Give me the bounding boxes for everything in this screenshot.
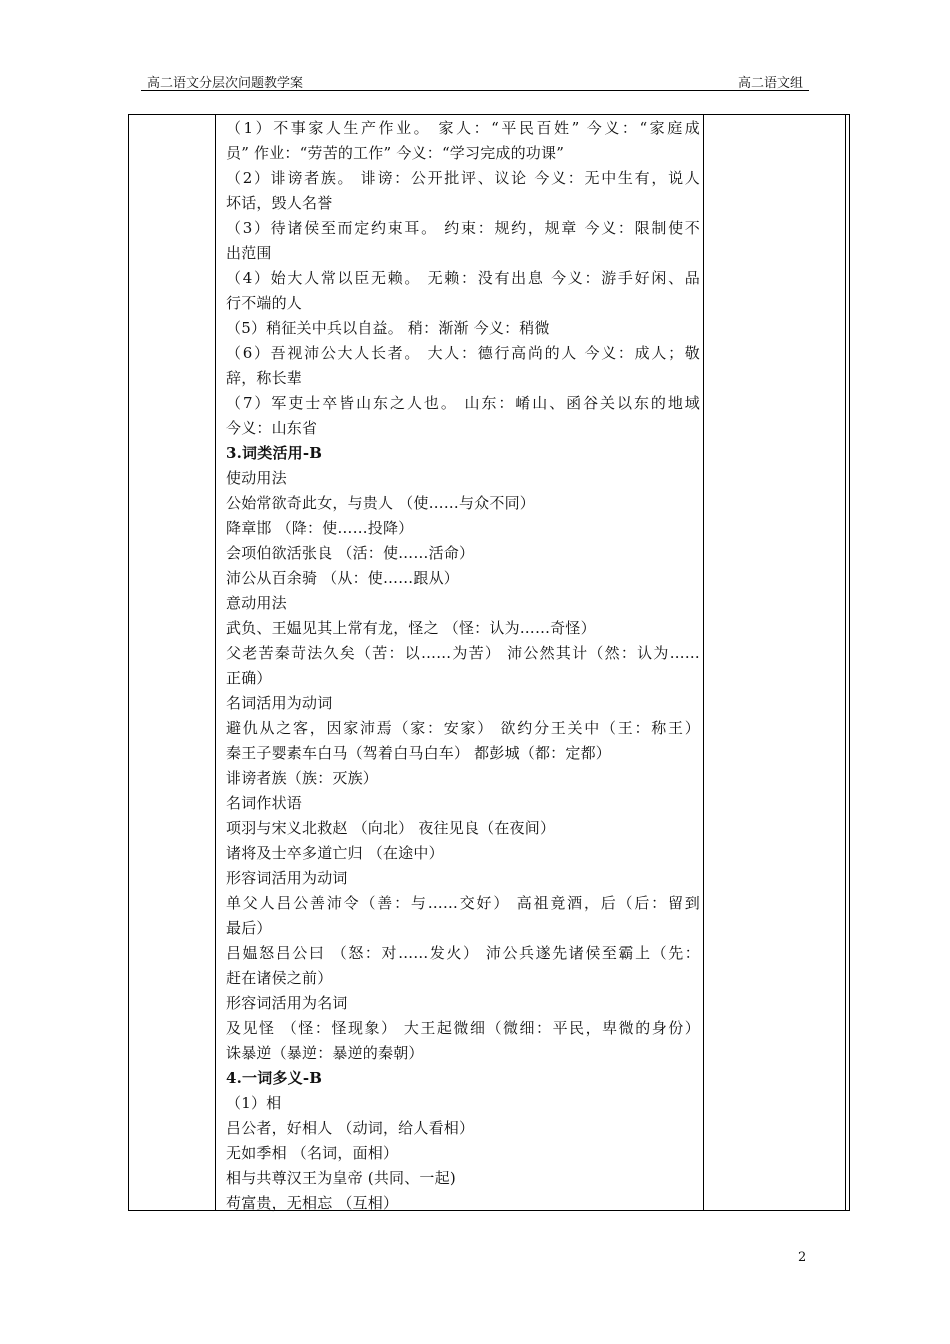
content-line: （2）诽谤者族。 诽谤：公开批评、议论 今义：无中生有，说人 xyxy=(226,169,700,187)
content-line: 使动用法 xyxy=(226,469,287,487)
page-number: 2 xyxy=(798,1250,807,1265)
lesson-content xyxy=(226,116,700,1216)
content-line: 沛公从百余骑 （从：使……跟从） xyxy=(226,569,459,587)
content-line: （3）待诸侯至而定约束耳。 约束：规约，规章 今义：限制使不 xyxy=(226,219,700,237)
header-title-left: 高二语文分层次问题教学案 xyxy=(147,76,304,91)
content-line: 降章邯 （降：使……投降） xyxy=(226,519,414,537)
content-line: 行不端的人 xyxy=(226,294,303,312)
table-column-divider xyxy=(703,115,704,1210)
content-line: 吕媪怒吕公曰 （怒：对……发火） 沛公兵遂先诸侯至霸上（先： xyxy=(226,944,700,962)
content-line: 形容词活用为名词 xyxy=(226,994,348,1012)
content-line: 相与共尊汉王为皇帝 (共同、一起) xyxy=(226,1169,456,1187)
content-line: 今义：山东省 xyxy=(226,419,318,437)
content-line: 及见怪 （怪：怪现象） 大王起微细（微细：平民，卑微的身份） xyxy=(226,1019,700,1037)
page-header xyxy=(141,72,809,92)
content-line: 辞，称长辈 xyxy=(226,369,303,387)
section-heading: 3.词类活用-B xyxy=(226,444,323,462)
content-line: 武负、王媪见其上常有龙，怪之 （怪：认为……奇怪） xyxy=(226,619,596,637)
content-line: 公始常欲奇此女，与贵人 （使……与众不同） xyxy=(226,494,535,512)
content-line: 吕公者，好相人 （动词，给人看相） xyxy=(226,1119,475,1137)
content-line: 诛暴逆（暴逆：暴逆的秦朝） xyxy=(226,1044,424,1062)
content-line: 形容词活用为动词 xyxy=(226,869,348,887)
content-line: 苟富贵，无相忘 （互相） xyxy=(226,1194,399,1212)
content-line: 秦王子婴素车白马（驾着白马白车） 都彭城（都：定都） xyxy=(226,744,611,762)
content-line: 单父人吕公善沛令（善：与……交好） 高祖竟酒，后（后：留到 xyxy=(226,894,700,912)
content-line: （1）相 xyxy=(226,1094,282,1112)
table-column-divider xyxy=(215,115,216,1210)
content-line: 员” 作业：“劳苦的工作” 今义：“学习完成的功课” xyxy=(226,144,565,162)
header-rule xyxy=(141,90,809,91)
content-line: （6）吾视沛公大人长者。 大人：德行高尚的人 今义：成人；敬 xyxy=(226,344,700,362)
content-line: 诸将及士卒多道亡归 （在途中） xyxy=(226,844,444,862)
content-line: 父老苦秦苛法久矣（苦：以……为苦） 沛公然其计（然：认为…… xyxy=(226,644,700,662)
content-line: 项羽与宋义北救赵 （向北） 夜往见良（在夜间） xyxy=(226,819,556,837)
content-line: 名词作状语 xyxy=(226,794,303,812)
content-line: 会项伯欲活张良 （活：使……活命） xyxy=(226,544,475,562)
content-line: 意动用法 xyxy=(226,594,287,612)
content-line: 避仇从之客，因家沛焉（家：安家） 欲约分王关中（王：称王） xyxy=(226,719,700,737)
content-line: 名词活用为动词 xyxy=(226,694,333,712)
section-heading: 4.一词多义-B xyxy=(226,1069,323,1087)
content-line: （7）军吏士卒皆山东之人也。 山东：崤山、函谷关以东的地域 xyxy=(226,394,700,412)
table-column-divider xyxy=(845,115,846,1210)
content-line: （1）不事家人生产作业。 家人：“平民百姓” 今义：“家庭成 xyxy=(226,119,700,137)
content-line: 无如季相 （名词，面相） xyxy=(226,1144,399,1162)
content-line: 坏话，毁人名誉 xyxy=(226,194,333,212)
content-line: （5）稍征关中兵以自益。 稍：渐渐 今义：稍微 xyxy=(226,319,550,337)
content-line: 赶在诸侯之前） xyxy=(226,969,333,987)
content-line: （4）始大人常以臣无赖。 无赖：没有出息 今义：游手好闲、品 xyxy=(226,269,700,287)
content-line: 出范围 xyxy=(226,244,272,262)
content-line: 正确） xyxy=(226,669,272,687)
content-line: 诽谤者族（族：灭族） xyxy=(226,769,379,787)
content-line: 最后） xyxy=(226,919,272,937)
header-title-right: 高二语文组 xyxy=(737,76,803,91)
